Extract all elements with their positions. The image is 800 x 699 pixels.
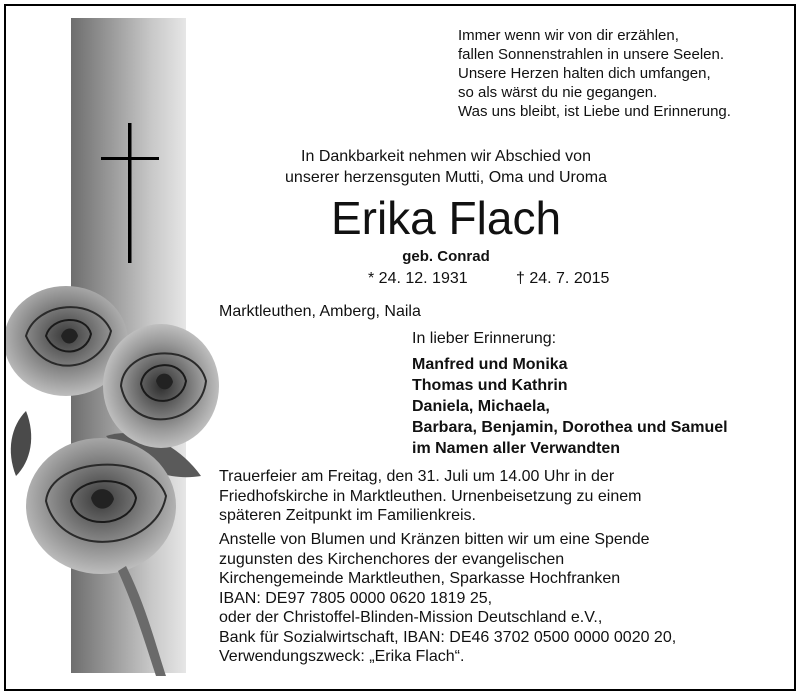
mourner-line: Thomas und Kathrin [412, 377, 568, 394]
intro-line: In Dankbarkeit nehmen wir Abschied von [301, 148, 591, 165]
mourner-line: Manfred und Monika [412, 356, 568, 373]
poem [458, 26, 788, 121]
donation-line: Bank für Sozialwirtschaft, IBAN: DE46 3702 0500 0000 0020 20, [219, 628, 677, 646]
donation-line: Verwendungszweck: „Erika Flach“. [219, 648, 465, 665]
donation-line: Kirchengemeinde Marktleuthen, Sparkasse Hochfranken [219, 570, 621, 587]
roses-image [6, 276, 221, 676]
donation-line: IBAN: DE97 7805 0000 0620 1819 25, [219, 589, 493, 607]
donation-info [219, 530, 789, 667]
deceased-name: Erika Flach [330, 192, 562, 244]
birth-date: * 24. 12. 1931 [368, 270, 468, 287]
mourner-line: Daniela, Michaela, [412, 398, 550, 415]
maiden-name: geb. Conrad [402, 248, 490, 265]
mourner-line: im Namen aller Verwandten [412, 440, 621, 457]
funeral-info [219, 467, 789, 526]
mourners-list [412, 354, 728, 459]
poem-line: Was uns bleibt, ist Liebe und Erinnerung. [458, 103, 731, 120]
poem-line: so als wärst du nie gegangen. [458, 84, 658, 101]
funeral-line: Friedhofskirche in Marktleuthen. Urnenbeisetzung zu einem [219, 487, 642, 505]
funeral-line: Trauerfeier am Freitag, den 31. Juli um 14.00 Uhr in der [219, 468, 615, 485]
poem-line: Immer wenn wir von dir erzählen, [458, 27, 679, 44]
donation-line: oder der Christoffel-Blinden-Mission Deutschland e.V., [219, 609, 603, 626]
death-date: † 24. 7. 2015 [516, 270, 610, 287]
mourners-heading: In lieber Erinnerung: [412, 330, 557, 347]
funeral-line: späteren Zeitpunkt im Familienkreis. [219, 507, 476, 524]
cross-icon [101, 123, 159, 263]
obituary-notice [4, 4, 796, 691]
donation-line: Anstelle von Blumen und Kränzen bitten wir um eine Spende [219, 531, 650, 548]
donation-line: zugunsten des Kirchenchores der evangelischen [219, 550, 565, 568]
places: Marktleuthen, Amberg, Naila [219, 303, 421, 320]
intro-line: unserer herzensguten Mutti, Oma und Uroma [285, 169, 607, 186]
poem-line: Unsere Herzen halten dich umfangen, [458, 65, 711, 82]
poem-line: fallen Sonnenstrahlen in unsere Seelen. [458, 46, 725, 63]
intro-text [236, 146, 656, 188]
mourner-line: Barbara, Benjamin, Dorothea und Samuel [412, 419, 728, 436]
